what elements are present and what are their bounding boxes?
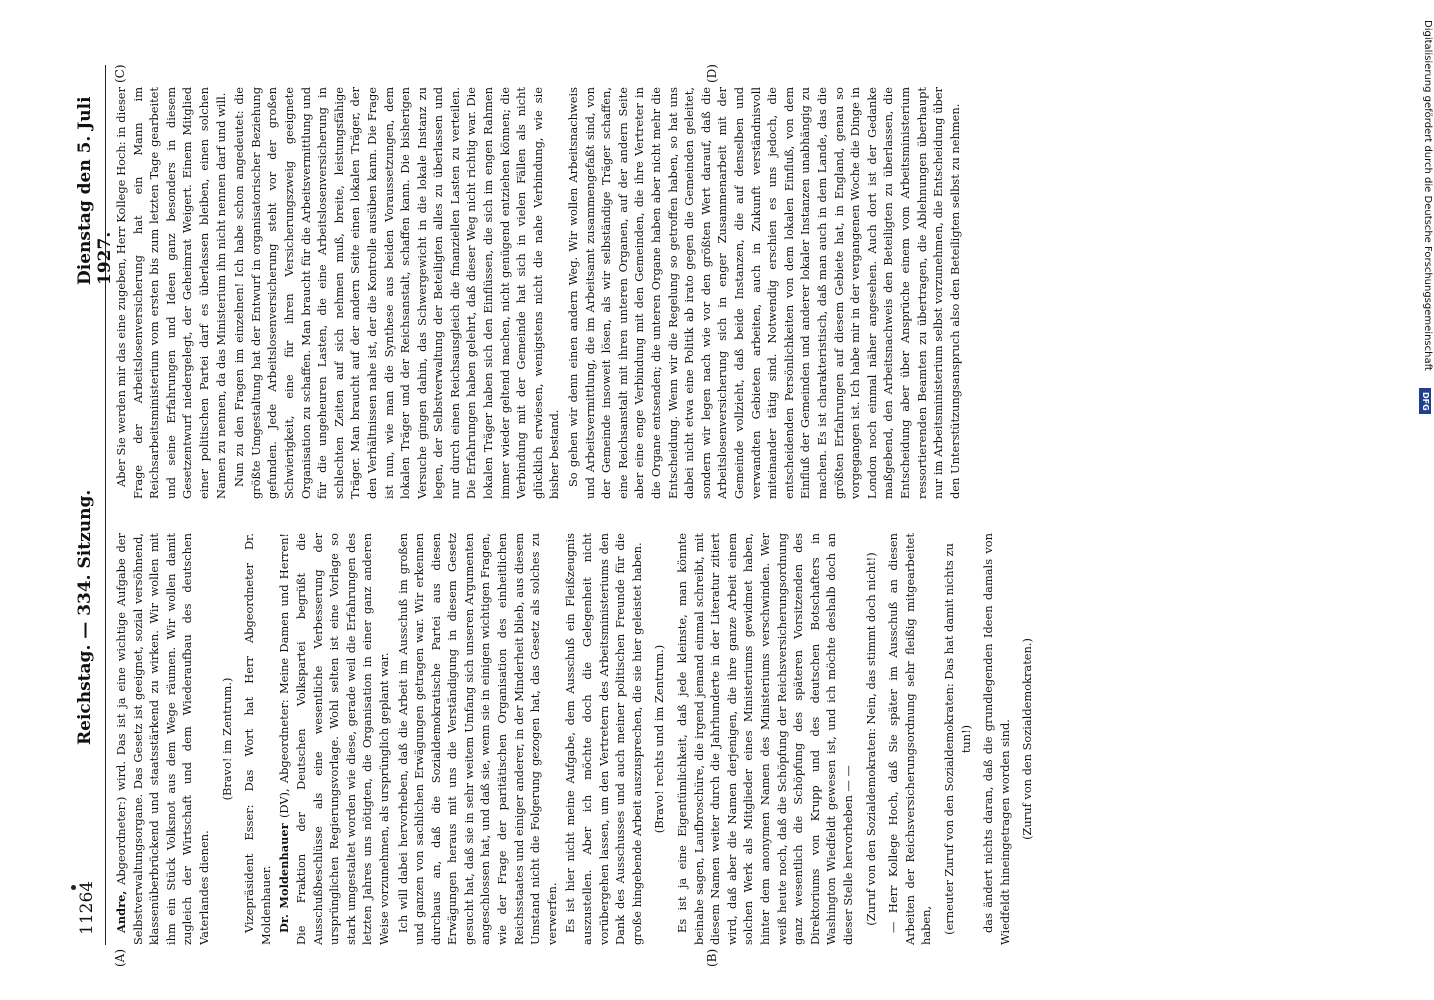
digitization-credit: Digitalisierung gefördert durch die Deutsche Forschungsgemeinschaft [1422, 20, 1433, 371]
paragraph-text: Nun zu den Fragen im einzelnen! Ich habe schon angedeutet: die größte Umgestaltung hat der Entwurf in organisatorischer Beziehung gefunden. Jede Arbeitslosenversicherung steht vor der großen Schwierigkeit, eine für ihren Versicherungszweig geeignete Organisation zu schaffen. Man braucht für die Arbeitsvermittlung und für die ungeheuren Lasten, die eine Arbeitslosenversicherung in schlechten Zeiten auf sich nehmen muß, breite, leistungsfähige Träger. Man braucht auf der andern Seite einen lokalen Träger, der den Verhältnissen nahe ist, der die Kontrolle ausüben kann. Die Frage ist nun, wie man die Synthese aus beiden Voraussetzungen, dem lokalen Träger und der Reichsanstalt, schaffen kann. Die bisherigen Versuche gingen dahin, das Schwergewicht in die lokale Instanz zu legen, der Selbstverwaltung der Beteiligten alles zu überlassen und nur durch einen Reichsausgleich die finanziellen Lasten zu verteilen. Die Erfahrungen haben gelehrt, daß dieser Weg nicht richtig war. Die lokalen Träger haben sich den Einflüssen, die sich im engen Rahmen immer wieder geltend machen, nicht genügend entziehen können; die Verbindung mit der Gemeinde hat sich in vielen Fällen als nicht glücklich erwiesen, wenigstens nicht die nahe Verbindung, wie sie bisher bestand. [232, 87, 562, 499]
paragraph-text: Es ist ja eine Eigentümlichkeit, daß jede kleinste, man könnte beinahe sagen, Laufbroschüre, die irgend jemand einmal schreibt, mit diesem Namen weiter durch die Jahrhunderte in der Literatur zitiert wird, daß aber die Namen derjenigen, die ihre ganze Arbeit einem solchen Werk als Mitglieder eines Ministeriums gewidmet haben, hinter dem anonymen Namen des Ministeriums verschwinden. Wer weiß heute noch, daß die Schöpfung der Reichsversicherungsordnung ganz wesentlich die Schöpfung des späteren Vorsitzenden des Direktoriums von Krupp und des deutschen Botschafters in Washington Wiedfeldt gewesen ist, und ich möchte deshalb doch an dieser Stelle hervorheben — — [675, 533, 855, 945]
left-text-column [113, 533, 1343, 945]
paragraph [980, 533, 1013, 945]
session-title: Reichstag. — 334. Sitzung. [75, 489, 95, 745]
margin-letter-c: (C) [113, 64, 127, 83]
paragraph [241, 533, 274, 945]
margin-letter-a: (A) [113, 948, 127, 967]
interjection: (Bravo! im Zentrum.) [219, 677, 234, 801]
scan-mark [71, 885, 76, 890]
dfg-logo-icon: DFG [1419, 388, 1431, 414]
paragraph-text: (DV), Abgeordneter: Meine Damen und Herren! Die Fraktion der Deutschen Volkspartei begrüßt die Ausschußbeschlüsse als eine wesentliche Verbesserung der ursprünglichen Regierungsvorlage. Wohl selten ist eine Vorlage so stark umgestaltet worden wie diese, gerade weil die Erfahrungen des letzten Jahres uns nötigten, die Organisation in einer ganz anderen Weise vorzunehmen, als ursprünglich geplant war. [277, 533, 391, 945]
paragraph [113, 533, 213, 945]
paragraph-text: das ändert nichts daran, daß die grundlegenden Ideen damals von Wiedfeldt hineingetragen worden sind. [981, 533, 1012, 945]
margin-letter-d: (D) [705, 64, 719, 83]
paragraph-text: Abgeordneter:) wird. Das ist ja eine wichtige Aufgabe der Selbstverwaltungsorgane. Das Gesetz ist geeignet, sozial versöhnend, klassenüberbrückend und staatsstärkend zu wirken. Wir wollen mit ihm ein Stück Volksnot aus dem Wege räumen. Wir wollen damit zugleich der Wirtschaft und dem Wiederaufbau des deutschen Vaterlandes dienen. [114, 533, 211, 945]
paragraph [276, 533, 392, 945]
interjection: (Zuruf von den Sozialdemokraten: Nein, das stimmt doch nicht!) [863, 552, 878, 926]
digitization-sidebar [1418, 8, 1432, 448]
paragraph-text: Es ist hier nicht meine Aufgabe, dem Ausschuß ein Fleißzeugnis auszustellen. Aber ich möchte doch die Gelegenheit nicht vorübergehen lassen, um den Vertretern des Arbeitsministeriums den Dank des Ausschusses und auch meiner politischen Freunde für die große hingebende Arbeit auszusprechen, die sie hier geleistet haben. [563, 533, 644, 945]
interjection: (Bravo! rechts und im Zentrum.) [652, 644, 667, 834]
paragraph [395, 533, 561, 945]
paragraph [674, 533, 857, 945]
paragraph [562, 533, 645, 945]
paragraph-text: So gehen wir denn einen andern Weg. Wir wollen Arbeitsnachweis und Arbeitsvermittlung, die im Arbeitsamt zusammengefaßt sind, von der Gemeinde insoweit lösen, als wir selbständige Träger schaffen, eine Reichsanstalt mit ihren unteren Organen, auf der andern Seite aber eine enge Verbindung mit den Gemeinden, die ihre Vertreter in die Organe entsenden; die unteren Organe haben aber nicht mehr die Entscheidung. Wenn wir die Regelung so getroffen haben, so hat uns dabei nicht etwa eine Politik ab irato gegen die Gemeinden geleitet, sondern wir legen nach wie vor den größten Wert darauf, daß die Arbeitslosenversicherung sich in enger Zusammenarbeit mit der Gemeinde vollzieht, daß beide Instanzen, die auf denselben und verwandten Gebieten arbeiten, auch in Zukunft verständnisvoll miteinander tätig sind. Notwendig erschien es uns jedoch, die entscheidenden Persönlichkeiten von dem lokalen Einfluß, von dem Einfluß der Gemeinden und anderer lokaler Instanzen unabhängig zu machen. Es ist charakteristisch, daß man auch in dem Lande, das die größten Erfahrungen auf diesem Gebiete hat, in England, genau so vorgegangen ist. Ich habe mir in der vergangenen Woche die Dinge in London noch einmal näher angesehen. Auch dort ist der Gedanke maßgebend, den Arbeitsnachweis den Beteiligten zu überlassen, die Entscheidung aber über Ansprüche einem vom Arbeitsministerium ressortierenden Beamten zu übertragen, die Ablehnungen überhaupt nur im Arbeitsministerium selbst vorzunehmen, die Entscheidung über den Unterstützungsanspruch also den Beteiligten selbst zu nehmen. [566, 87, 962, 499]
page-number: 11264 [77, 880, 97, 935]
page-header [65, 65, 115, 945]
interjection: (Zuruf von den Sozialdemokraten.) [1020, 638, 1035, 840]
session-date: Dienstag den 5. Juli 1927. [75, 96, 115, 285]
paragraph-text: Vizepräsident Esser: Das Wort hat Herr Abgeordneter Dr. Moldenhauer. [242, 533, 273, 945]
margin-letter-b: (B) [705, 948, 719, 967]
paragraph [565, 87, 963, 499]
speaker-name: Dr. Moldenhauer [277, 823, 292, 933]
paragraph-text: Aber Sie werden mir das eine zugeben, Herr Kollege Hoch: in dieser Frage der Arbeitslosenversicherung hat ein Mann im Reichsarbeitsministerium vom ersten bis zum letzten Tage gearbeitet und seine Erfahrungen und Ideen ganz besonders in diesem Gesetzentwurf niedergelegt, der Geheimrat Weigert. Einem Mitglied einer politischen Partei darf es überlassen bleiben, einen solchen Namen zu nennen, da das Ministerium ihn nicht nennen darf und will. [114, 87, 228, 499]
paragraph [885, 533, 935, 945]
right-text-column [113, 87, 1343, 499]
document-page [65, 64, 1350, 967]
paragraph-text: — Herr Kollege Hoch, daß Sie später im Ausschuß an diesen Arbeiten der Reichsversicherungsordnung sehr fleißig mitgearbeitet haben, [886, 533, 934, 945]
paragraph-text: Ich will dabei hervorheben, daß die Arbeit im Ausschuß im großen und ganzen von sachlichen Erwägungen getragen war. Wir erkennen durchaus an, daß die Sozialdemokratische Partei aus diesen Erwägungen heraus mit uns die Verständigung in diesem Gesetz gesucht hat, daß sie in sehr weitem Umfang sich unseren Argumenten angeschlossen hat, und daß sie, wenn sie in einigen wichtigen Fragen, wie der Frage der paritätischen Organisation des einheitlichen Reichsstaates und einiger anderer, in der Minderheit blieb, aus diesem Umstand nicht die Folgerung gezogen hat, das Gesetz als solches zu verwerfen. [395, 533, 559, 945]
speaker-name: Andre, [114, 890, 128, 933]
paragraph [113, 87, 229, 499]
interjection: (erneuter Zuruf von den Sozialdemokraten: Das hat damit nichts zu tun!) [941, 543, 973, 935]
paragraph [231, 87, 563, 499]
